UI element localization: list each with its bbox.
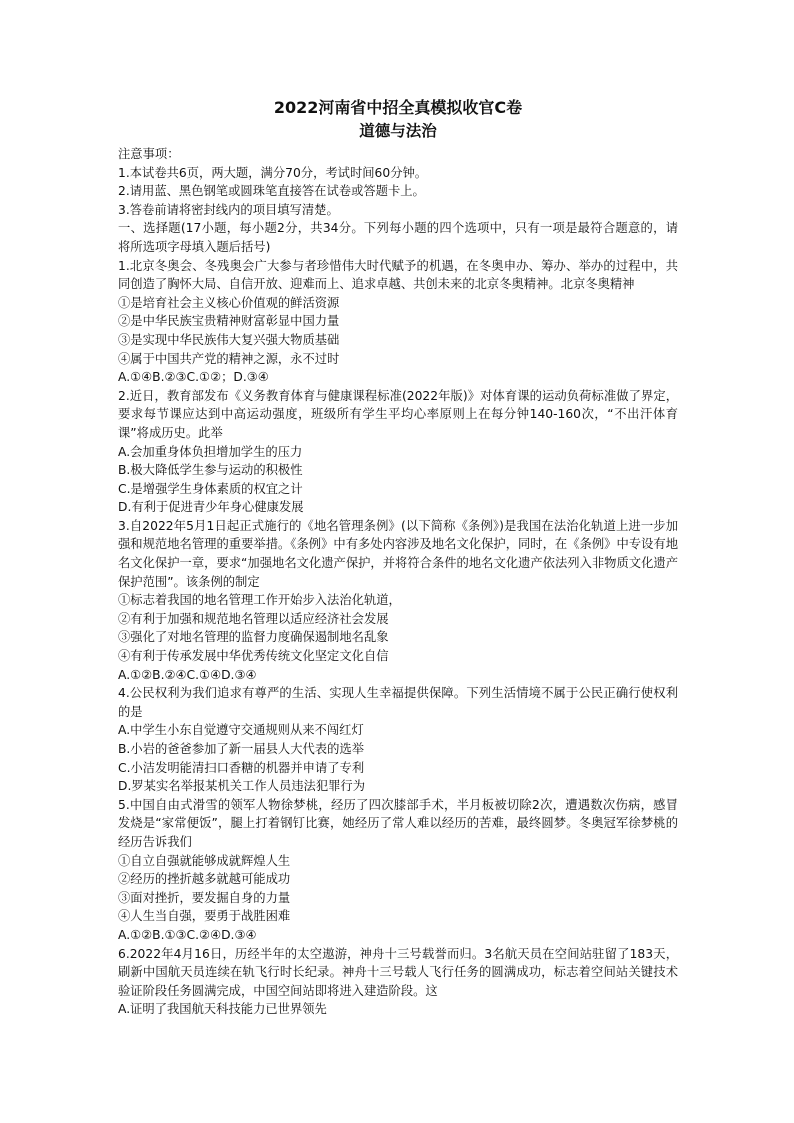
question-item: ④有利于传承发展中华优秀传统文化坚定文化自信 (118, 649, 389, 664)
question-item: ②经历的挫折越多就越可能成功 (118, 872, 291, 887)
section-intro: 一、选择题(17小题，每小题2分，共34分。下列每小题的四个选项中，只有一项是最符合题意的，请将所选项字母填入题后括号) (118, 221, 678, 254)
question-stem: 6.2022年4月16日，历经半年的太空遨游，神舟十三号载誉而归。3名航天员在空间站驻留了183天，刷新中国航天员连续在轨飞行时长纪录。神舟十三号载人飞行任务的圆满成功，标志着空间站关键技术验证阶段任务圆满完成，中国空间站即将进入建造阶段。这 (118, 946, 678, 998)
notice-heading: 注意事项： (118, 147, 180, 161)
question-option: A.中学生小东自觉遵守交通规则从来不闯红灯 (118, 723, 364, 738)
question-item: ①自立自强就能够成就辉煌人生 (118, 853, 291, 868)
question-item: ③是实现中华民族伟大复兴强大物质基础 (118, 332, 340, 347)
question-item: ①标志着我国的地名管理工作开始步入法治化轨道， (118, 593, 401, 608)
question-stem: 2.近日，教育部发布《义务教育体育与健康课程标准(2022年版)》对体育课的运动负荷标准做了界定，要求每节课应达到中高运动强度，班级所有学生平均心率原则上在每分钟140-160次，“不出汗体育课”将成历史。此举 (118, 388, 678, 440)
question-option: C.小洁发明能清扫口香糖的机器并申请了专利 (118, 760, 365, 775)
question-3 (118, 517, 678, 684)
notice-item: 2.请用蓝、黑色钢笔或圆珠笔直接答在试卷或答题卡上。 (118, 184, 425, 199)
question-option: B.极大降低学生参与运动的积极性 (118, 463, 303, 478)
question-options: A.①②B.②④C.①④D.③④ (118, 667, 257, 682)
question-option: A.会加重身体负担增加学生的压力 (118, 444, 303, 459)
question-item: ④属于中国共产党的精神之源，永不过时 (118, 351, 340, 366)
question-item: ②是中华民族宝贵精神财富彰显中国力量 (118, 314, 340, 329)
notice-item: 1.本试卷共6页，两大题，满分70分，考试时间60分钟。 (118, 165, 428, 180)
question-6 (118, 945, 678, 1019)
notice-item: 3.答卷前请将密封线内的项目填写清楚。 (118, 202, 339, 217)
question-options: A.①④B.②③C.①②；D.③④ (118, 370, 269, 385)
page-subtitle: 道德与法治 (359, 122, 437, 140)
question-stem: 4.公民权利为我们追求有尊严的生活、实现人生幸福提供保障。下列生活情境不属于公民正确行使权利的是 (118, 686, 678, 719)
question-item: ④人生当自强，要勇于战胜困难 (118, 909, 291, 924)
question-item: ③强化了对地名管理的监督力度确保遏制地名乱象 (118, 630, 389, 645)
question-stem: 1.北京冬奥会、冬残奥会广大参与者珍惜伟大时代赋予的机遇，在冬奥申办、筹办、举办的过程中，共同创造了胸怀大局、自信开放、迎难而上、追求卓越、共创未来的北京冬奥精神。北京冬奥精神 (118, 258, 678, 292)
question-options: A.①②B.①③C.②④D.③④ (118, 927, 257, 942)
question-stem: 3.自2022年5月1日起正式施行的《地名管理条例》(以下简称《条例》)是我国在法治化轨道上进一步加强和规范地名管理的重要举措。《条例》中有多处内容涉及地名文化保护，同时，在《条例》中专设有地名文化保护一章，要求“加强地名文化遗产保护，并将符合条件的地名文化遗产依法列入非物质文化遗产保护范围”。该条例的制定 (118, 518, 678, 589)
page-title: 2022河南省中招全真模拟收官C卷 (273, 98, 523, 117)
question-item: ③面对挫折，要发掘自身的力量 (118, 890, 291, 905)
notice-block (118, 145, 678, 219)
question-option: C.是增强学生身体素质的权宜之计 (118, 481, 303, 496)
question-stem: 5.中国自由式滑雪的领军人物徐梦桃，经历了四次膝部手术，半月板被切除2次，遭遇数次伤病，感冒发烧是“家常便饭”，腿上打着钢钉比赛，她经历了常人难以经历的苦难，最终圆梦。冬奥冠军徐梦桃的经历告诉我们 (118, 797, 678, 849)
question-item: ②有利于加强和规范地名管理以适应经济社会发展 (118, 611, 389, 626)
question-1 (118, 257, 678, 387)
question-option: D.有利于促进青少年身心健康发展 (118, 500, 304, 515)
question-4 (118, 684, 678, 796)
question-option: B.小岩的爸爸参加了新一届县人大代表的选举 (118, 742, 364, 756)
question-option: D.罗某实名举报某机关工作人员违法犯罪行为 (118, 779, 366, 794)
question-item: ①是培育社会主义核心价值观的鲜活资源 (118, 295, 340, 310)
question-2 (118, 387, 678, 517)
question-option: A.证明了我国航天科技能力已世界领先 (118, 1002, 327, 1017)
question-5 (118, 796, 678, 945)
exam-page (118, 96, 678, 1019)
